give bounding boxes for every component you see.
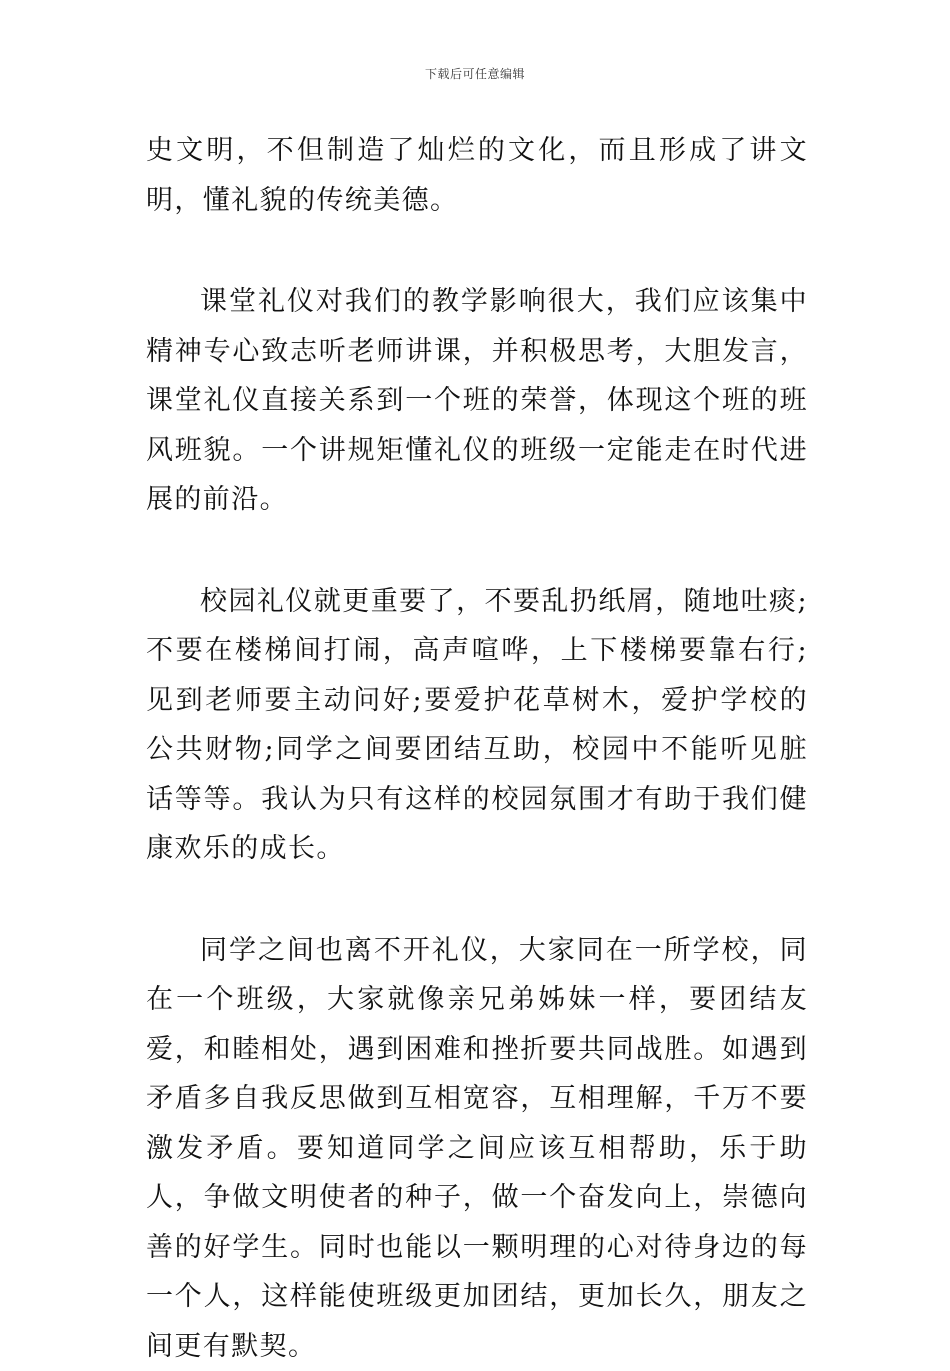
paragraph-gap [146,525,808,577]
paragraph-continuation: 史文明，不但制造了灿烂的文化，而且形成了讲文明，懂礼貌的传统美德。 [146,126,808,225]
page-header-note: 下载后可任意编辑 [0,66,950,82]
paragraph-classroom-etiquette: 课堂礼仪对我们的教学影响很大，我们应该集中精神专心致志听老师讲课，并积极思考，大胆发言，课堂礼仪直接关系到一个班的荣誉，体现这个班的班风班貌。一个讲规矩懂礼仪的班级一定能走在时代进展的前沿。 [146,277,808,525]
paragraph-gap [146,874,808,926]
document-body [146,126,808,1371]
paragraph-campus-etiquette: 校园礼仪就更重要了，不要乱扔纸屑，随地吐痰;不要在楼梯间打闹，高声喧哗，上下楼梯要靠右行;见到老师要主动问好;要爱护花草树木，爱护学校的公共财物;同学之间要团结互助，校园中不能听见脏话等等。我认为只有这样的校园氛围才有助于我们健康欢乐的成长。 [146,577,808,874]
paragraph-classmate-etiquette: 同学之间也离不开礼仪，大家同在一所学校，同在一个班级，大家就像亲兄弟姊妹一样，要团结友爱，和睦相处，遇到困难和挫折要共同战胜。如遇到矛盾多自我反思做到互相宽容，互相理解，千万不要激发矛盾。要知道同学之间应该互相帮助，乐于助人，争做文明使者的种子，做一个奋发向上，崇德向善的好学生。同时也能以一颗明理的心对待身边的每一个人，这样能使班级更加团结，更加长久，朋友之间更有默契。 [146,926,808,1371]
paragraph-gap [146,225,808,277]
